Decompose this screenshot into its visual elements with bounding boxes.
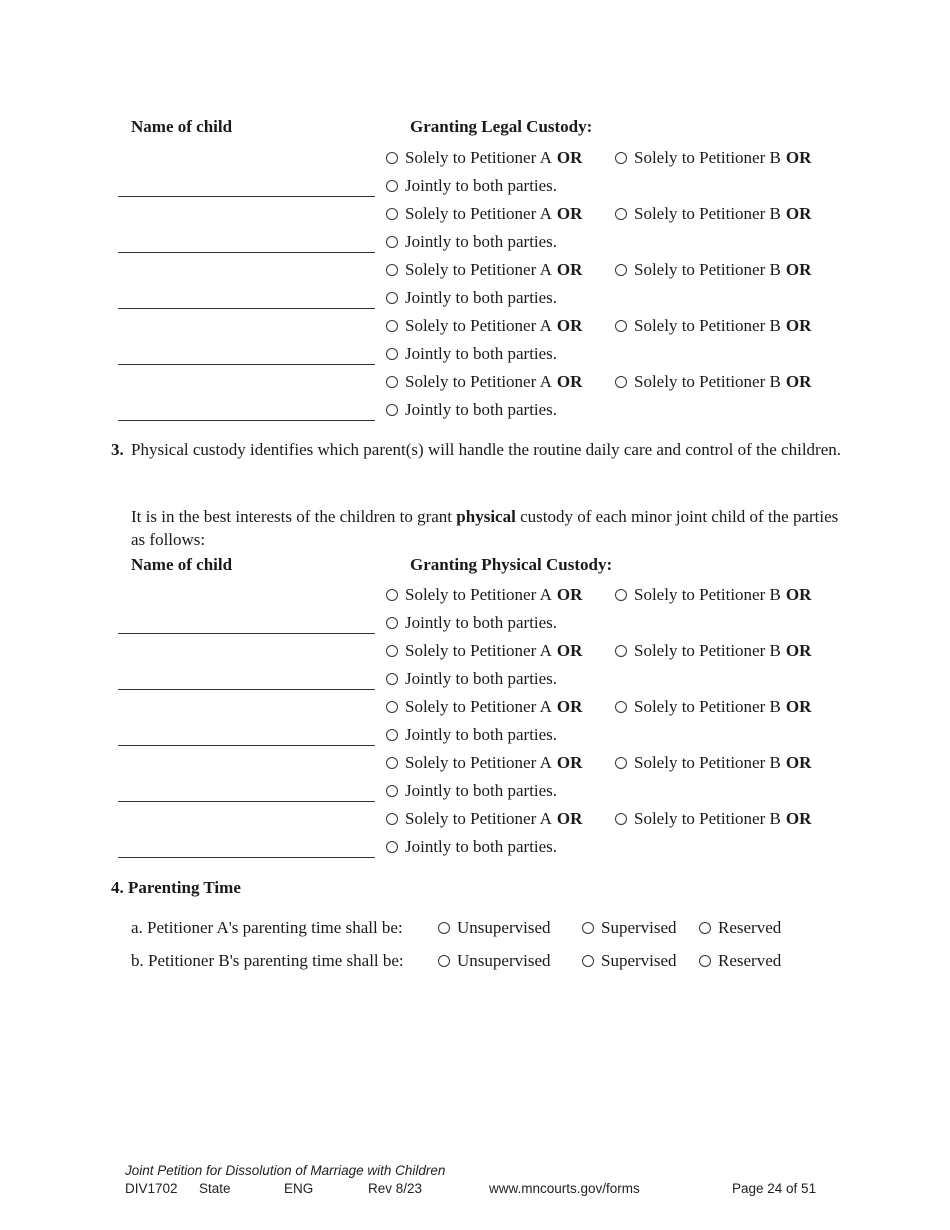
parenting-time-b-option-supervised [582, 951, 677, 971]
radio-button[interactable] [386, 236, 398, 248]
radio-button[interactable] [582, 922, 594, 934]
or-label: OR [556, 809, 583, 828]
or-label: OR [785, 753, 812, 772]
footer-page-number: Page 24 of 51 [732, 1181, 817, 1196]
option-sole-b: Solely to Petitioner B [634, 372, 781, 391]
legal-row-3-sole-options [386, 260, 582, 280]
option-joint: Jointly to both parties. [405, 725, 558, 744]
radio-button[interactable] [386, 841, 398, 853]
option-sole-b: Solely to Petitioner B [634, 585, 781, 604]
parenting-time-a-option-supervised [582, 918, 677, 938]
physical-row-3-joint-option [386, 725, 557, 745]
legal-name-of-child-header: Name of child [131, 117, 233, 136]
radio-button[interactable] [386, 729, 398, 741]
footer-language: ENG [284, 1181, 314, 1196]
physical-row-4-joint-option [386, 781, 557, 801]
parenting-time-a-label: a. Petitioner A's parenting time shall be: [131, 918, 403, 937]
physical-row-5-sole-options [386, 809, 582, 829]
radio-button[interactable] [386, 264, 398, 276]
or-label: OR [785, 809, 812, 828]
physical-row-2-sole-options [386, 641, 582, 661]
legal-row-5-sole-options [386, 372, 582, 392]
legal-row-1-sole-b-option [615, 148, 811, 168]
section-3-number: 3. [111, 440, 124, 459]
physical-row-3-sole-options [386, 697, 582, 717]
option-sole-a: Solely to Petitioner A [405, 697, 552, 716]
section-3-intro [131, 505, 841, 551]
physical-row-3-sole-b-option [615, 697, 811, 717]
or-label: OR [556, 641, 583, 660]
option-joint: Jointly to both parties. [405, 176, 558, 195]
option-label: Supervised [601, 951, 677, 970]
legal-row-3-sole-b-option [615, 260, 811, 280]
legal-child-name-line-1[interactable] [118, 196, 375, 197]
physical-row-5-sole-b-option [615, 809, 811, 829]
option-sole-a: Solely to Petitioner A [405, 204, 552, 223]
physical-granting-custody-header: Granting Physical Custody: [410, 555, 613, 574]
parenting-time-b-option-reserved [699, 951, 781, 971]
option-sole-b: Solely to Petitioner B [634, 697, 781, 716]
legal-row-2-sole-options [386, 204, 582, 224]
option-joint: Jointly to both parties. [405, 288, 558, 307]
radio-button[interactable] [615, 589, 627, 601]
footer-revision: Rev 8/23 [368, 1181, 423, 1196]
or-label: OR [785, 697, 812, 716]
legal-row-1-joint-option [386, 176, 557, 196]
option-sole-a: Solely to Petitioner A [405, 809, 552, 828]
option-sole-a: Solely to Petitioner A [405, 316, 552, 335]
legal-child-name-line-4[interactable] [118, 364, 375, 365]
physical-row-2-sole-b-option [615, 641, 811, 661]
footer-form-title: Joint Petition for Dissolution of Marriage with Children [125, 1163, 446, 1178]
physical-row-1-sole-b-option [615, 585, 811, 605]
radio-button[interactable] [615, 813, 627, 825]
radio-button[interactable] [699, 955, 711, 967]
option-sole-b: Solely to Petitioner B [634, 809, 781, 828]
radio-button[interactable] [386, 645, 398, 657]
parenting-time-b-option-unsupervised [438, 951, 550, 971]
option-sole-b: Solely to Petitioner B [634, 204, 781, 223]
section-3-intro-bold: physical [456, 507, 516, 526]
option-label: Supervised [601, 918, 677, 937]
option-label: Reserved [718, 951, 782, 970]
physical-row-4-sole-b-option [615, 753, 811, 773]
legal-row-5-sole-b-option [615, 372, 811, 392]
radio-button[interactable] [386, 757, 398, 769]
radio-button[interactable] [386, 785, 398, 797]
option-sole-a: Solely to Petitioner A [405, 260, 552, 279]
or-label: OR [785, 204, 812, 223]
radio-button[interactable] [438, 955, 450, 967]
option-sole-b: Solely to Petitioner B [634, 641, 781, 660]
option-sole-a: Solely to Petitioner A [405, 148, 552, 167]
physical-row-1-joint-option [386, 613, 557, 633]
or-label: OR [785, 372, 812, 391]
or-label: OR [556, 316, 583, 335]
radio-button[interactable] [386, 320, 398, 332]
radio-button[interactable] [386, 180, 398, 192]
option-label: Reserved [718, 918, 782, 937]
legal-granting-custody-header: Granting Legal Custody: [410, 117, 593, 136]
parenting-time-b-label: b. Petitioner B's parenting time shall be: [131, 951, 404, 970]
option-sole-b: Solely to Petitioner B [634, 148, 781, 167]
radio-button[interactable] [615, 376, 627, 388]
option-sole-a: Solely to Petitioner A [405, 372, 552, 391]
option-sole-a: Solely to Petitioner A [405, 753, 552, 772]
radio-button[interactable] [386, 348, 398, 360]
physical-child-name-line-2[interactable] [118, 689, 375, 690]
radio-button[interactable] [386, 701, 398, 713]
parenting-time-a-option-unsupervised [438, 918, 550, 938]
legal-child-name-line-2[interactable] [118, 252, 375, 253]
option-joint: Jointly to both parties. [405, 613, 558, 632]
radio-button[interactable] [615, 645, 627, 657]
physical-row-4-sole-options [386, 753, 582, 773]
option-joint: Jointly to both parties. [405, 669, 558, 688]
or-label: OR [785, 641, 812, 660]
radio-button[interactable] [386, 617, 398, 629]
option-joint: Jointly to both parties. [405, 781, 558, 800]
parenting-time-row-a [131, 918, 403, 938]
physical-child-name-line-3[interactable] [118, 745, 375, 746]
or-label: OR [556, 585, 583, 604]
parenting-time-row-b [131, 951, 404, 971]
footer-form-code: DIV1702 [125, 1181, 178, 1196]
radio-button[interactable] [386, 813, 398, 825]
footer-website: www.mncourts.gov/forms [489, 1181, 640, 1196]
or-label: OR [785, 260, 812, 279]
or-label: OR [785, 585, 812, 604]
radio-button[interactable] [386, 673, 398, 685]
or-label: OR [556, 697, 583, 716]
radio-button[interactable] [615, 320, 627, 332]
or-label: OR [556, 204, 583, 223]
option-sole-a: Solely to Petitioner A [405, 585, 552, 604]
option-joint: Jointly to both parties. [405, 344, 558, 363]
radio-button[interactable] [386, 376, 398, 388]
or-label: OR [785, 148, 812, 167]
or-label: OR [556, 148, 583, 167]
option-label: Unsupervised [457, 918, 551, 937]
or-label: OR [556, 753, 583, 772]
option-sole-b: Solely to Petitioner B [634, 753, 781, 772]
legal-row-5-joint-option [386, 400, 557, 420]
option-sole-a: Solely to Petitioner A [405, 641, 552, 660]
legal-row-2-joint-option [386, 232, 557, 252]
physical-name-of-child-header: Name of child [131, 555, 233, 574]
footer-jurisdiction: State [199, 1181, 231, 1196]
legal-row-3-joint-option [386, 288, 557, 308]
option-joint: Jointly to both parties. [405, 232, 558, 251]
radio-button[interactable] [615, 757, 627, 769]
section-3-intro-before: It is in the best interests of the children to grant [131, 507, 457, 526]
radio-button[interactable] [615, 701, 627, 713]
legal-row-4-sole-b-option [615, 316, 811, 336]
option-joint: Jointly to both parties. [405, 400, 558, 419]
radio-button[interactable] [699, 922, 711, 934]
radio-button[interactable] [615, 264, 627, 276]
section-3-intro-after: custody of each minor joint child of the parties as follows: [131, 507, 839, 549]
radio-button[interactable] [386, 404, 398, 416]
option-sole-b: Solely to Petitioner B [634, 260, 781, 279]
radio-button[interactable] [615, 208, 627, 220]
legal-row-1-sole-options [386, 148, 582, 168]
legal-child-name-line-3[interactable] [118, 308, 375, 309]
legal-child-name-line-5[interactable] [118, 420, 375, 421]
radio-button[interactable] [438, 922, 450, 934]
legal-row-4-joint-option [386, 344, 557, 364]
or-label: OR [556, 372, 583, 391]
radio-button[interactable] [386, 152, 398, 164]
section-3-text: Physical custody identifies which parent(s) will handle the routine daily care and control of the children. [131, 440, 842, 459]
legal-row-2-sole-b-option [615, 204, 811, 224]
radio-button[interactable] [582, 955, 594, 967]
radio-button[interactable] [615, 152, 627, 164]
physical-child-name-line-1[interactable] [118, 633, 375, 634]
or-label: OR [556, 260, 583, 279]
option-sole-b: Solely to Petitioner B [634, 316, 781, 335]
legal-row-4-sole-options [386, 316, 582, 336]
physical-row-2-joint-option [386, 669, 557, 689]
section-3-paragraph [111, 438, 846, 461]
physical-row-5-joint-option [386, 837, 557, 857]
option-label: Unsupervised [457, 951, 551, 970]
physical-child-name-line-5[interactable] [118, 857, 375, 858]
radio-button[interactable] [386, 208, 398, 220]
or-label: OR [785, 316, 812, 335]
section-4-title: 4. Parenting Time [111, 878, 241, 897]
parenting-time-a-option-reserved [699, 918, 781, 938]
radio-button[interactable] [386, 589, 398, 601]
option-joint: Jointly to both parties. [405, 837, 558, 856]
radio-button[interactable] [386, 292, 398, 304]
physical-child-name-line-4[interactable] [118, 801, 375, 802]
physical-row-1-sole-options [386, 585, 582, 605]
